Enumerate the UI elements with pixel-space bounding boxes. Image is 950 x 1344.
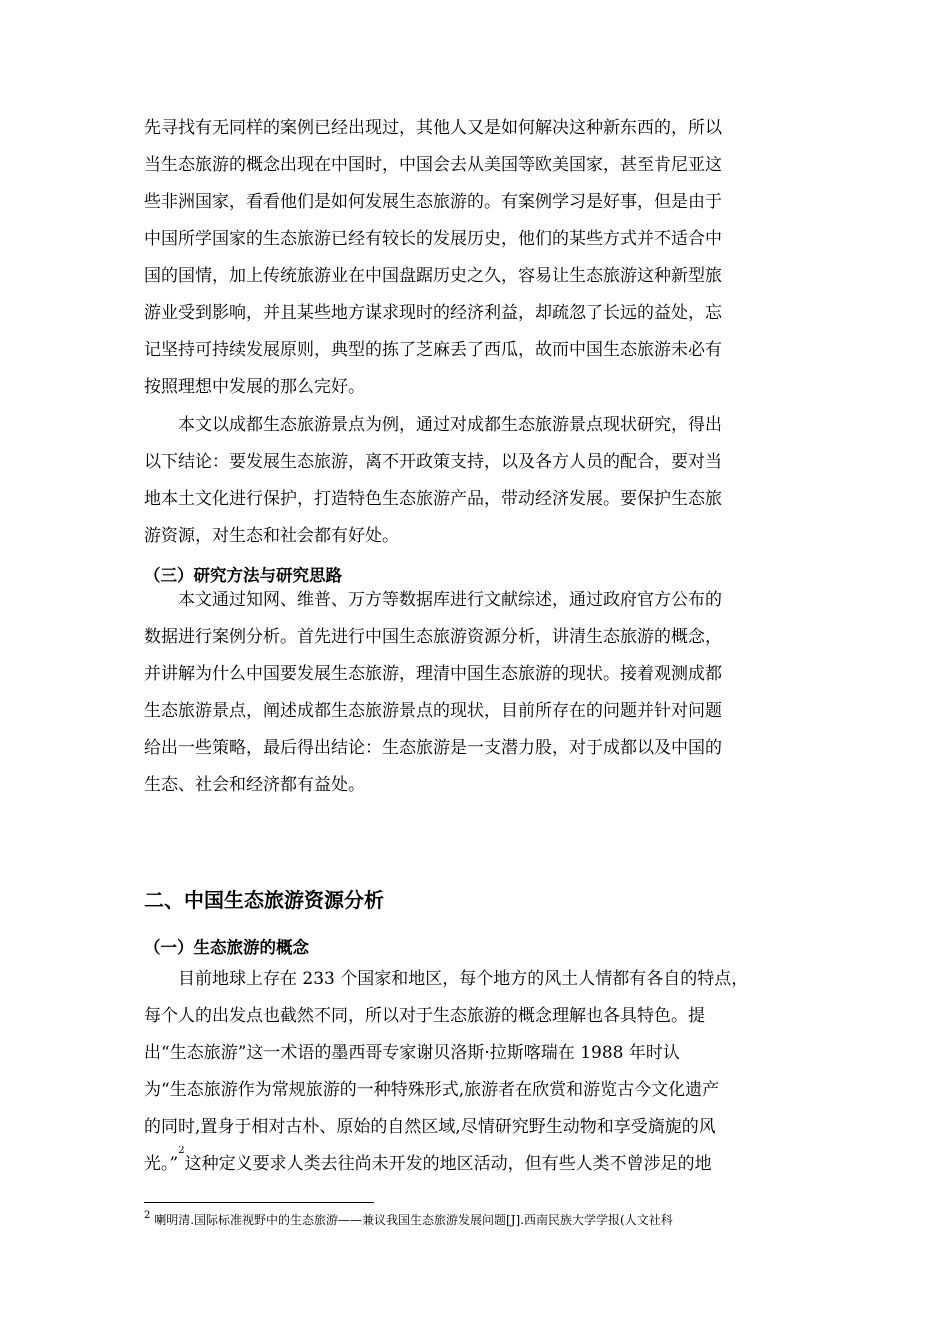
text-line: 地本土文化进行保护，打造特色生态旅游产品，带动经济发展。要保护生态旅 [144,489,722,509]
text-line: 目前地球上存在 233 个国家和地区，每个地方的风土人情都有各自的特点， [144,969,749,989]
text-line: 生态旅游景点，阐述成都生态旅游景点的现状，目前所存在的问题并针对问题 [144,701,722,721]
text-fragment: 这种定义要求人类去往尚未开发的地区活动，但有些人类不曾涉足的地 [184,1154,712,1174]
text-line: 当生态旅游的概念出现在中国时，中国会去从美国等欧美国家，甚至肯尼亚这 [144,155,722,175]
heading-ecotourism-concept: （一）生态旅游的概念 [144,938,309,957]
text-line: 每个人的出发点也截然不同，所以对于生态旅游的概念理解也各具特色。提 [144,1006,705,1026]
text-line: 本文以成都生态旅游景点为例，通过对成都生态旅游景点现状研究，得出 [144,415,722,435]
text-line: 给出一些策略，最后得出结论：生态旅游是一支潜力股，对于成都以及中国的 [144,738,722,758]
paragraph-intro-continued [144,110,808,406]
text-line: 些非洲国家，看看他们是如何发展生态旅游的。有案例学习是好事，但是由于 [144,192,722,212]
text-line: 按照理想中发展的那么完好。 [144,377,365,397]
footnote [144,1211,673,1228]
paragraph-research-methods [144,582,808,804]
text-line: 为“生态旅游作为常规旅游的一种特殊形式,旅游者在欣赏和游览古今文化遗产 [144,1080,720,1100]
paragraph-ecotourism-concept [144,961,808,1183]
paragraph-conclusion-summary [144,407,808,555]
footnote-mark: 2 [144,1210,151,1221]
text-line: 并讲解为什么中国要发展生态旅游，理清中国生态旅游的现状。接着观测成都 [144,664,722,684]
text-line: 本文通过知网、维普、万方等数据库进行文献综述，通过政府官方公布的 [144,590,722,610]
text-line: 国的国情，加上传统旅游业在中国盘踞历史之久，容易让生态旅游这种新型旅 [144,266,722,286]
footnote-divider [144,1202,374,1203]
text-line: 记坚持可持续发展原则，典型的拣了芝麻丢了西瓜，故而中国生态旅游未必有 [144,340,722,360]
heading-research-methods: （三）研究方法与研究思路 [144,566,342,585]
section-title: 二、中国生态旅游资源分析 [144,888,384,912]
text-line: 游资源，对生态和社会都有好处。 [144,526,399,546]
text-line: 的同时,置身于相对古朴、原始的自然区域,尽情研究野生动物和享受旖旎的风 [144,1117,716,1137]
footnote-text: 喇明清.国际标准视野中的生态旅游——兼议我国生态旅游发展问题[J].西南民族大学学报(人文社科 [154,1213,673,1227]
text-line: 数据进行案例分析。首先进行中国生态旅游资源分析，讲清生态旅游的概念， [144,627,722,647]
text-line: 以下结论：要发展生态旅游，离不开政策支持，以及各方人员的配合，要对当 [144,452,722,472]
text-line: 中国所学国家的生态旅游已经有较长的发展历史，他们的某些方式并不适合中 [144,229,722,249]
text-line: 先寻找有无同样的案例已经出现过，其他人又是如何解决这种新东西的，所以 [144,118,722,138]
text-line: 生态、社会和经济都有益处。 [144,775,365,795]
text-line: 游业受到影响，并且某些地方谋求现时的经济利益，却疏忽了长远的益处，忘 [144,303,722,323]
text-line-with-footnote [144,1146,808,1183]
text-fragment: 光。” [144,1154,179,1174]
text-line: 出“生态旅游”这一术语的墨西哥专家谢贝洛斯·拉斯喀瑞在 1988 年时认 [144,1043,680,1063]
footnote-reference[interactable]: 2 [178,1146,185,1156]
